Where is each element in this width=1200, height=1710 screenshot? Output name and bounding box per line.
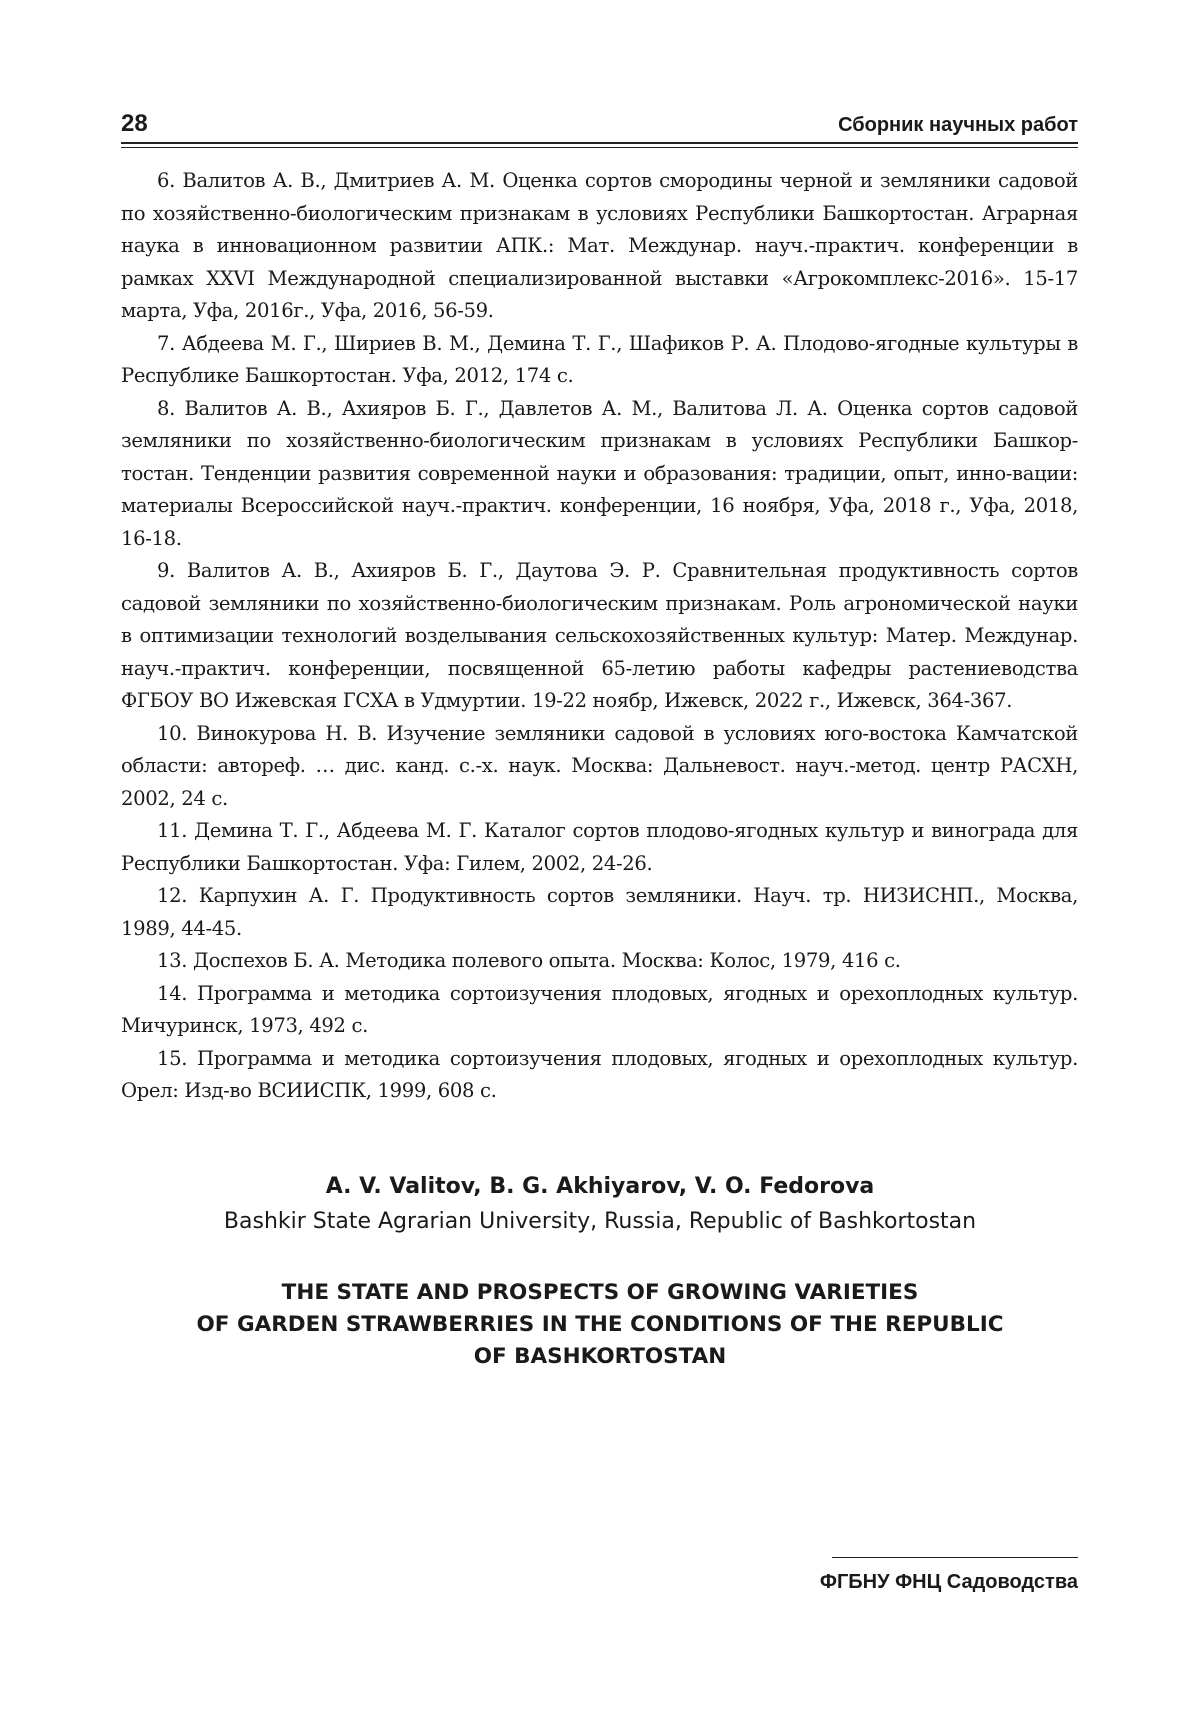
reference-item: 11. Демина Т. Г., Абдеева М. Г. Каталог сортов плодово-ягодных культур и винограда для Республики Башкортостан. Уфа: Гилем, 2002, 24-26. <box>121 819 1078 875</box>
english-article-title <box>150 1277 1050 1373</box>
header-rule-secondary <box>121 147 1078 148</box>
title-line: OF BASHKORTOSTAN <box>473 1344 727 1369</box>
footer-rule <box>832 1557 1078 1558</box>
reference-item: 9. Валитов А. В., Ахияров Б. Г., Даутова Э. Р. Сравнительная продуктивность сортов садовой земляники по хозяйственно-биологическим признакам. Роль агрономической науки в оптимизации технологий возделывания сельскохозяйственных культур: Матер. Междунар. науч.-практич. конференции, посвященной 65-летию работы кафедры растениеводства ФГБОУ ВО Ижевская ГСХА в Удмуртии. 19-22 ноябр, Ижевск, 2022 г., Ижевск, 364-367. <box>121 559 1078 712</box>
english-affiliation: Bashkir State Agrarian University, Russia, Republic of Bashkortostan <box>223 1209 977 1234</box>
reference-item: 15. Программа и методика сортоизучения плодовых, ягодных и орехоплодных культур. Орел: Изд-во ВСИИСПК, 1999, 608 с. <box>121 1046 1078 1102</box>
reference-list <box>121 165 1078 1108</box>
footer-publisher: ФГБНУ ФНЦ Садоводства <box>819 1571 1078 1593</box>
reference-item: 10. Винокурова Н. В. Изучение земляники садовой в условиях юго-востока Камчатской области: автореф. … дис. канд. с.-х. наук. Москва: Дальневост. науч.-метод. центр РАСХН, 2002, 24 с. <box>121 721 1078 810</box>
page-header <box>121 110 1078 144</box>
reference-item: 8. Валитов А. В., Ахияров Б. Г., Давлетов А. М., Валитова Л. А. Оценка сортов садовой земляники по хозяйственно-биологическим признакам в условиях Республики Башкор-тостан. Тенденции развития современной науки и образования: традиции, опыт, инно-вации: материалы Всероссийской науч.-практич. конференции, 16 ноября, Уфа, 2018 г., Уфа, 2018, 16-18. <box>121 396 1078 550</box>
header-rule <box>121 142 1078 144</box>
english-authors: A. V. Valitov, B. G. Akhiyarov, V. O. Fedorova <box>325 1174 875 1199</box>
reference-item: 13. Доспехов Б. А. Методика полевого опыта. Москва: Колос, 1979, 416 с. <box>157 949 901 972</box>
reference-item: 7. Абдеева М. Г., Шириев В. М., Демина Т. Г., Шафиков Р. А. Плодово-ягодные культуры в Республике Башкортостан. Уфа, 2012, 174 с. <box>121 331 1078 387</box>
page-number: 28 <box>121 110 148 137</box>
reference-item: 6. Валитов А. В., Дмитриев А. М. Оценка сортов смородины черной и земляники садовой по хозяйственно-биологическим признакам в условиях Республики Башкортостан. Аграрная наука в инновационном развитии АПК.: Мат. Междунар. науч.-практич. конференции в рамках XXVI Международной специализированной выставки «Агрокомплекс-2016». 15-17 марта, Уфа, 2016г., Уфа, 2016, 56-59. <box>121 169 1078 322</box>
reference-item: 12. Карпухин А. Г. Продуктивность сортов земляники. Науч. тр. НИЗИСНП., Москва, 1989, 44-45. <box>121 884 1078 940</box>
title-line: THE STATE AND PROSPECTS OF GROWING VARIETIES <box>281 1280 919 1305</box>
reference-item: 14. Программа и методика сортоизучения плодовых, ягодных и орехоплодных культур. Мичуринск, 1973, 492 с. <box>121 981 1078 1037</box>
title-line: OF GARDEN STRAWBERRIES IN THE CONDITIONS OF THE REPUBLIC <box>196 1312 1004 1337</box>
running-title: Сборник научных работ <box>838 114 1078 136</box>
